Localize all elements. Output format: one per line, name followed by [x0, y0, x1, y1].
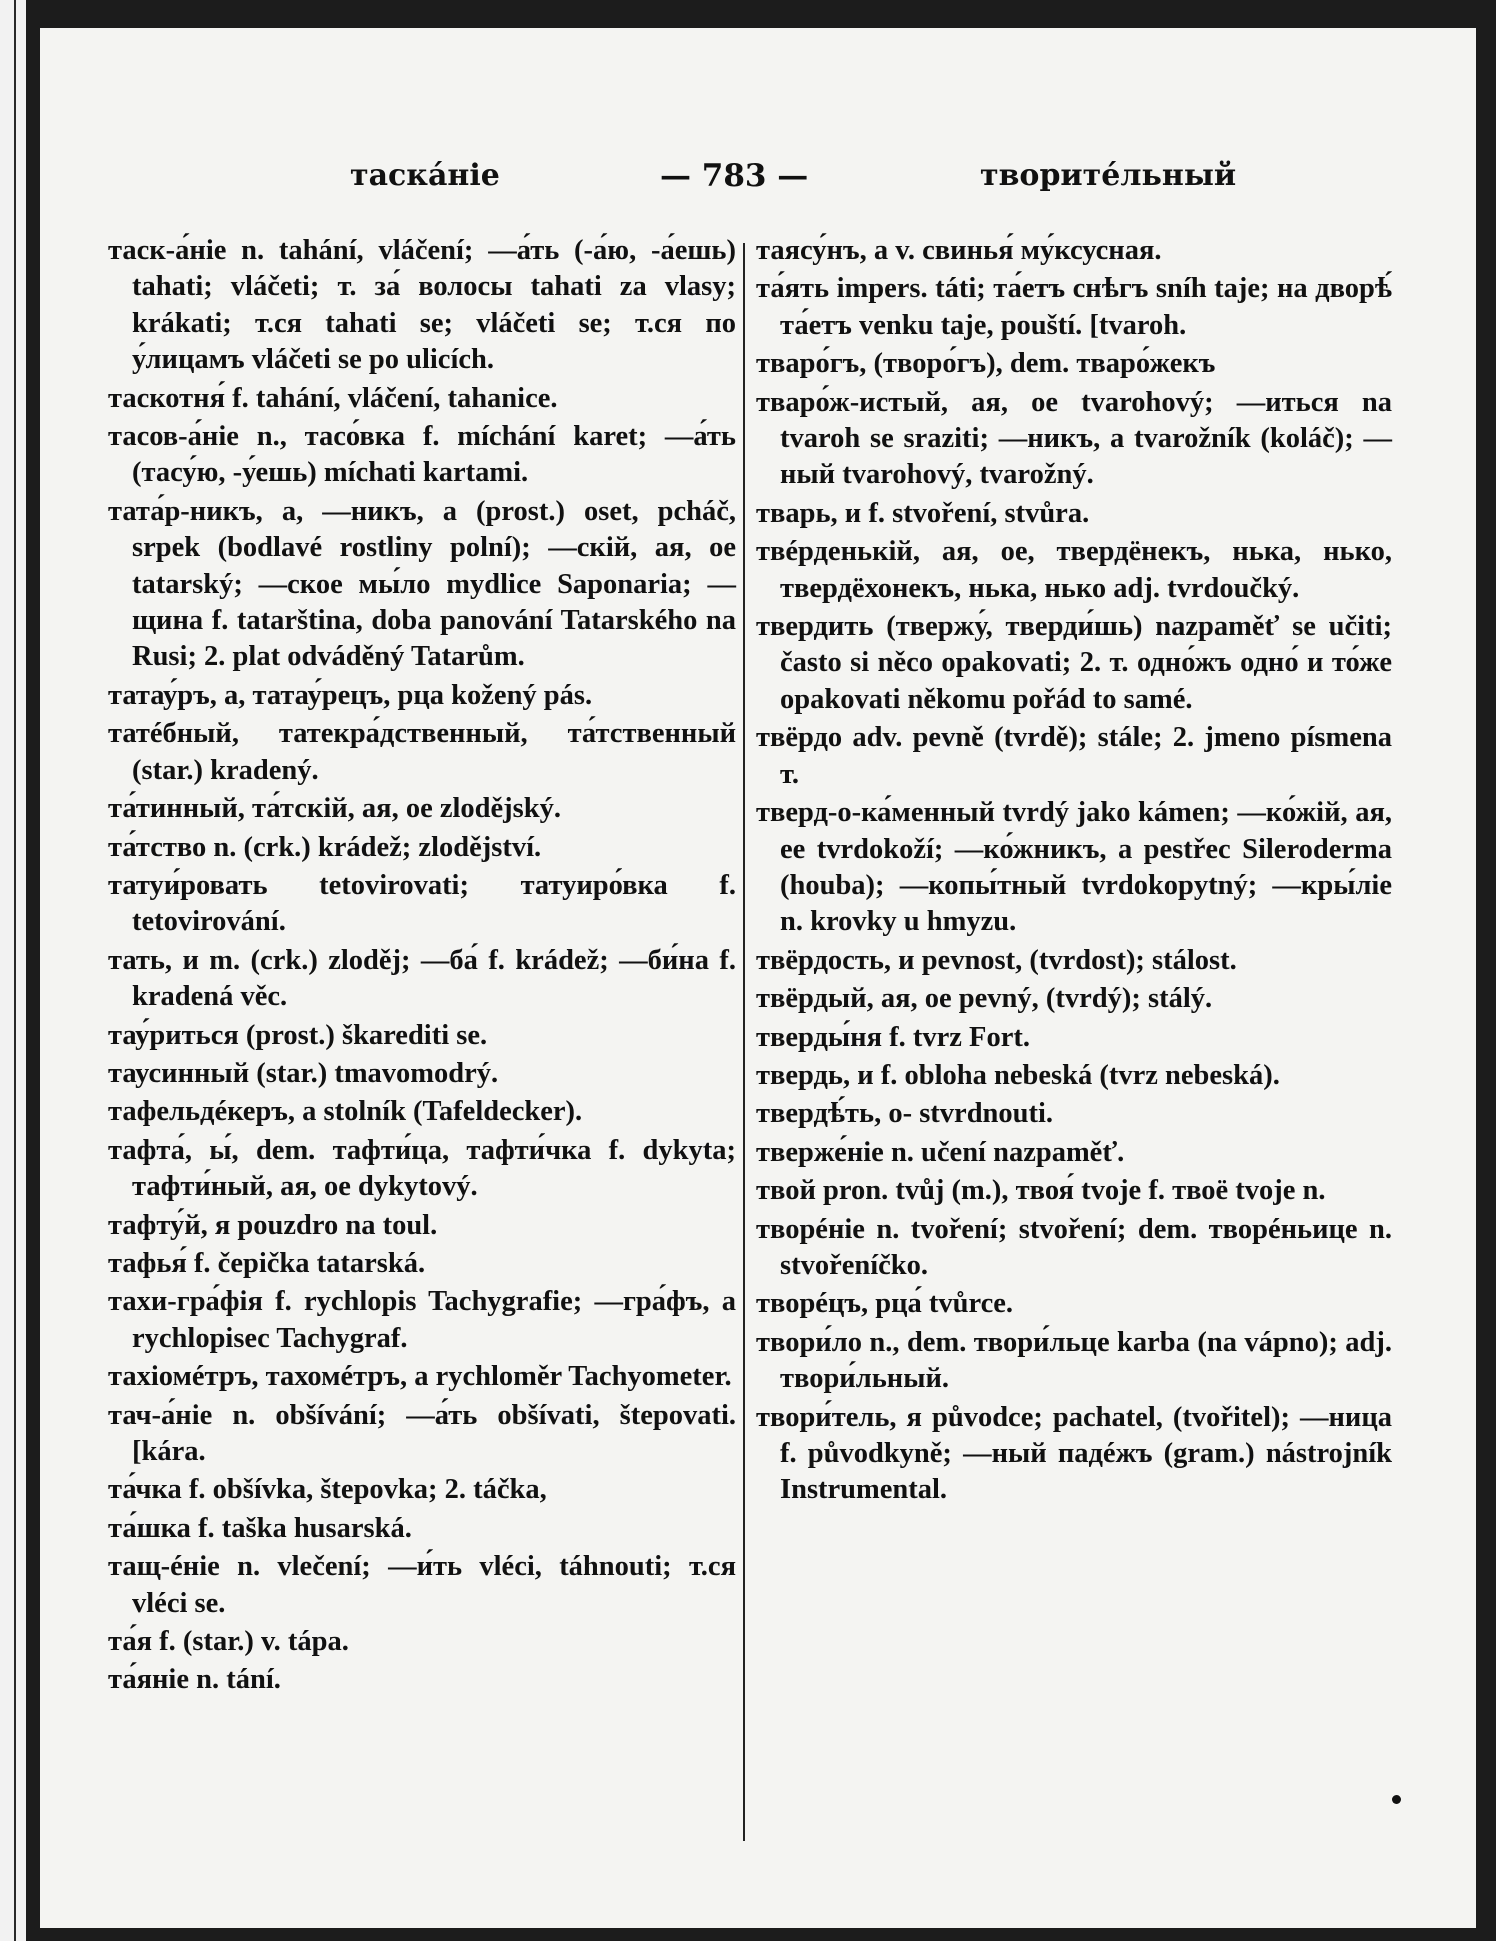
- dictionary-entry: творéцъ, рца́ tvůrce.: [756, 1288, 1014, 1320]
- dictionary-entry: тварь, и f. stvoření, stvůra.: [756, 497, 1090, 529]
- dictionary-entry: татéбный, татекра́дственный, та́тственный (star.) kradený.: [108, 718, 736, 786]
- dictionary-entry: тахіомéтръ, тахомéтръ, а rychloměr Tachyometer.: [108, 1361, 732, 1393]
- dictionary-entry: твéрденькій, ая, ое, твердёнекъ, нька, нько, твердёхонекъ, нька, нько adj. tvrdoučký.: [756, 536, 1392, 604]
- dictionary-entry: твори́тель, я původce; pachatel, (tvořitel); —ница f. původkyně; —ный падéжъ (gram.) nástrojník Instrumental.: [756, 1401, 1392, 1506]
- page-edge-line: [14, 0, 16, 1941]
- right-column: [756, 233, 1392, 1511]
- dictionary-entry: татау́ръ, а, татау́рецъ, рца kožený pás.: [108, 679, 593, 711]
- header-left-guide-word: таска́ніе: [350, 158, 500, 193]
- dictionary-entry: твёрдо adv. pevně (tvrdě); stále; 2. jmeno písmena т.: [756, 722, 1392, 790]
- dictionary-entry: творéніе n. tvoření; stvoření; dem. творéньице n. stvořeníčko.: [756, 1213, 1392, 1281]
- dictionary-entry: тач-а́ніе n. obšívání; —а́ть obšívati, štepovati. [kára.: [108, 1399, 736, 1467]
- dictionary-entry: твой pron. tvůj (m.), твоя́ tvoje f. твоё tvoje n.: [756, 1175, 1326, 1207]
- dictionary-entry: та́тинный, та́тскій, ая, ое zlodějský.: [108, 793, 561, 825]
- header-right-guide-word: творите́льный: [980, 158, 1237, 193]
- ink-speck: [1392, 1795, 1401, 1804]
- dictionary-entry: тафту́й, я pouzdro na toul.: [108, 1209, 438, 1241]
- dictionary-entry: тау́риться (prost.) škarediti se.: [108, 1019, 488, 1051]
- dictionary-entry: та́чка f. obšívka, štepovka; 2. táčka,: [108, 1474, 547, 1506]
- dictionary-entry: та́шка f. taška husarská.: [108, 1512, 412, 1544]
- dictionary-entry: твори́ло n., dem. твори́льце karba (na vápno); adj. твори́льный.: [756, 1326, 1392, 1395]
- dictionary-entry: тафья́ f. čepička tatarská.: [108, 1247, 426, 1279]
- dictionary-entry: тата́р-никъ, а, —никъ, а (prost.) oset, pcháč, srpek (bodlavé rostliny polní); —скій, ая, ое tatarský; —ское мы́ло mydlice Saponaria; —щина f. tatarština, doba panování Tatarského na Rusi; 2. plat odváděný Tatarům.: [108, 495, 736, 673]
- dictionary-entry: тваро́гъ, (творо́гъ), dem. тваро́жекъ: [756, 348, 1216, 380]
- dictionary-entry: тваро́ж-истый, ая, ое tvarohový; —иться na tvaroh se sraziti; —никъ, а tvarožník (koláč); —ный tvarohový, tvarožný.: [756, 386, 1392, 491]
- dictionary-entry: тащ-éніе n. vlečení; —и́ть vléci, táhnouti; т.ся vléci se.: [108, 1551, 736, 1619]
- left-column: [108, 233, 736, 1701]
- dictionary-entry: тверды́ня f. tvrz Fort.: [756, 1021, 1030, 1053]
- dictionary-entry: тафельдéкеръ, а stolník (Tafeldecker).: [108, 1096, 583, 1128]
- dictionary-entry: твердь, и f. obloha nebeská (tvrz nebeská).: [756, 1059, 1280, 1091]
- dictionary-entry: та́я f. (star.) v. tápa.: [108, 1626, 349, 1658]
- dictionary-entry: таясу́нъ, а v. свинья́ му́ксусная.: [756, 235, 1162, 266]
- dictionary-entry: тверже́ніе n. učení nazpaměť.: [756, 1136, 1125, 1168]
- dictionary-entry: таск-а́ніе n. tahání, vláčení; —а́ть (-а́ю, -а́ешь) tahati; vláčeti; т. за́ волосы tahati za vlasy; krákati; т.ся tahati se; vláčeti se; т.ся по у́лицамъ vláčeti se po ulicích.: [108, 235, 736, 376]
- dictionary-entry: татуи́ровать tetovirovati; татуиро́вка f. tetovirování.: [108, 869, 736, 938]
- dictionary-entry: та́ять impers. táti; та́етъ снѣгъ sníh taje; на дворѣ́ та́етъ venku taje, pouští. [tvaroh.: [756, 273, 1392, 341]
- dictionary-page: [40, 28, 1476, 1928]
- dictionary-entry: твёрдость, и pevnost, (tvrdost); stálost.: [756, 944, 1237, 976]
- page-header: [40, 158, 1476, 198]
- dictionary-entry: тверд-о-ка́менный tvrdý jako kámen; —ко́жій, ая, ее tvrdokoží; —ко́жникъ, а pestřec Sileroderma (houba); —копы́тный tvrdokopytný; —кры́ліе n. krovky u hmyzu.: [756, 797, 1392, 938]
- dictionary-entry: твёрдый, ая, ое pevný, (tvrdý); stálý.: [756, 983, 1213, 1015]
- dictionary-entry: тафта́, ы́, dem. тафти́ца, тафти́чка f. dykyta; тафти́ный, ая, ое dykytový.: [108, 1134, 736, 1203]
- dictionary-entry: тахи-гра́фія f. rychlopis Tachygrafie; —гра́фъ, а rychlopisec Tachygraf.: [108, 1286, 736, 1354]
- dictionary-entry: таскотня́ f. tahání, vláčení, tahanice.: [108, 382, 558, 414]
- dictionary-entry: та́тство n. (crk.) krádež; zlodějství.: [108, 831, 542, 863]
- dictionary-entry: тать, и m. (crk.) zloděj; —ба́ f. krádež; —би́на f. kradená věc.: [108, 944, 736, 1013]
- dictionary-entry: твердить (твержу́, тверди́шь) nazpaměť se učiti; často si něco opakovati; 2. т. одно́жъ одно́ и то́же opakovati někomu pořád to samé.: [756, 611, 1392, 715]
- left-page-edge: [0, 0, 26, 1941]
- dictionary-entry: таусинный (star.) tmavomodrý.: [108, 1057, 499, 1089]
- dictionary-entry: тасов-а́ніе n., тасо́вка f. míchání karet; —а́ть (тасу́ю, -у́ешь) míchati kartami.: [108, 421, 736, 489]
- dictionary-entry: та́яніе n. tání.: [108, 1664, 281, 1696]
- column-divider: [743, 243, 745, 1841]
- dictionary-entry: твердѣ́ть, о- stvrdnouti.: [756, 1098, 1054, 1130]
- page-number: — 783 —: [660, 158, 809, 194]
